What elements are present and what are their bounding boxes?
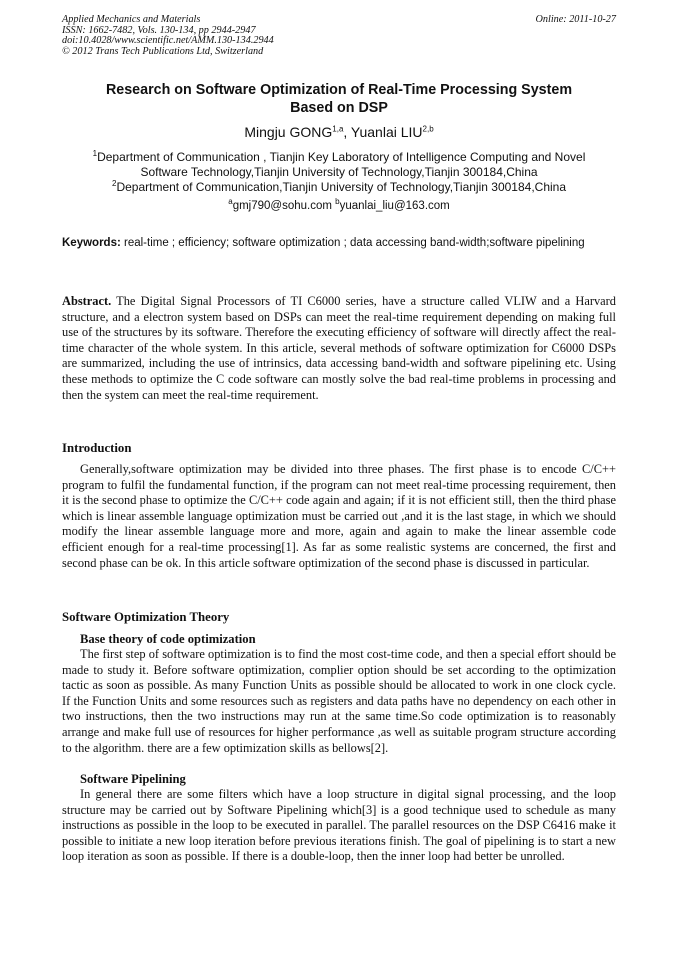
- copyright-line: © 2012 Trans Tech Publications Ltd, Switzerland: [62, 45, 264, 57]
- email-b-sup: b: [335, 197, 340, 207]
- issn-line: ISSN: 1662-7482, Vols. 130-134, pp 2944-2947: [62, 24, 256, 36]
- affiliation-1-line-1: $^1$Department of Communication , Tianjin Key Laboratory of Intelligence Computing and Novel: [92, 149, 586, 164]
- keywords-text: real-time ; efficiency; software optimization ; data accessing band-width;software pipelining: [120, 237, 585, 249]
- affiliation-1-sup: 1: [92, 149, 98, 158]
- affiliation-2: $^2$Department of Communication,Tianjin University of Technology,Tianjin 300184,China: [111, 179, 567, 194]
- software-pipelining-heading: Software Pipelining: [80, 772, 186, 786]
- doi-line: doi:10.4028/www.scientific.net/AMM.130-134.2944: [62, 35, 274, 46]
- abstract-text: The Digital Signal Processors of TI C6000 series, have a structure called VLIW and a Harvard structure, and a electron system based on DSPs can meet the real-time requirement depending on making full use of the structures by its software. Therefore the executing efficiency of software will directly affect the real-time character of the whole system. In this article, several methods of software optimization for C6000 DSPs are summarized, including the use of intrinsics, data accessing band-width and software pipelining etc. Using these methods to optimize the C code software can mostly solve the bad real-time problems in processing and then the system can meet the real-time requirement.: [62, 294, 616, 402]
- author-1-name: Mingju GONG: [244, 124, 333, 140]
- keywords-label: Keywords:: [62, 237, 121, 249]
- author-2-name: Yuanlai LIU: [350, 124, 423, 140]
- abstract-label: Abstract.: [62, 294, 112, 308]
- author-list: [62, 123, 616, 141]
- affiliations: [62, 150, 616, 195]
- abstract: [62, 294, 616, 403]
- introduction-heading: Introduction: [62, 441, 132, 455]
- journal-name: Applied Mechanics and Materials: [62, 14, 201, 25]
- introduction-text: Generally,software optimization may be divided into three phases. The first phase is to encode C/C++ program to fulfil the fundamental function, if the program can not meet real-time processing requirement, then it is the second phase to optimize the C/C++ code again and again; if it is not efficient still, then the third phase which is linear assemble language optimization must be carried out ,and it is the last stage, in which we should modify the linear assemble language more and more, again and again to make the linear assemble code efficient enough for a real-time processing[1]. As far as some realistic systems are concerned, the first and second phase can be ok. In this article software optimization of the second phase is discussed in particular.: [62, 462, 616, 570]
- title-line-1: Research on Software Optimization of Real-Time Processing System: [105, 82, 573, 98]
- author-2-sup: 2,b: [422, 124, 434, 134]
- affiliation-1-line-2: Software Technology,Tianjin University of Technology,Tianjin 300184,China: [140, 165, 538, 179]
- email-a[interactable]: gmj790@sohu.com: [232, 200, 332, 212]
- email-b[interactable]: yuanlai_liu@163.com: [339, 200, 450, 212]
- paper-title: [62, 81, 616, 117]
- online-date: Online: 2011-10-27: [535, 14, 616, 25]
- email-a-sup: a: [228, 197, 233, 207]
- keywords: [62, 236, 616, 250]
- journal-meta: [62, 15, 616, 57]
- author-separator: ,: [343, 124, 351, 140]
- affiliation-2-sup: 2: [111, 179, 117, 188]
- author-emails: [62, 199, 616, 213]
- base-theory-text: The first step of software optimization is to find the most cost-time code, and then a special effort should be made to study it. Before software optimization, complier option should be set according to the optimization tactic as soon as possible. As many Function Units as possible should be allocated to work in one clock cycle. If the Function Units and some resources such as registers and data paths have no dependency on each other in two instructions, then the two instructions may run at the same time.So code optimization is to reasonably arrange and make full use of resources for higher performance ,as well as suitable program structure according to the algorithm. there are a few optimization skills as bellows[2].: [62, 647, 616, 755]
- software-pipelining-text: In general there are some filters which have a loop structure in digital signal processing, and the loop structure may be carried out by Software Pipelining which[3] is a good technique used to schedule as many instructions as possible in the loop to be executed in parallel. The parallel resources on the DSP C6416 make it possible to initiate a new loop iteration before previous iterations finish. The goal of pipelining is to start a new loop iteration as soon as possible. If there is a double-loop, then the inner loop had better be unrolled.: [62, 787, 616, 864]
- base-theory-heading: Base theory of code optimization: [80, 632, 256, 646]
- author-1-sup: 1,a: [332, 124, 344, 134]
- title-line-2: Based on DSP: [290, 100, 388, 116]
- theory-heading: Software Optimization Theory: [62, 610, 230, 624]
